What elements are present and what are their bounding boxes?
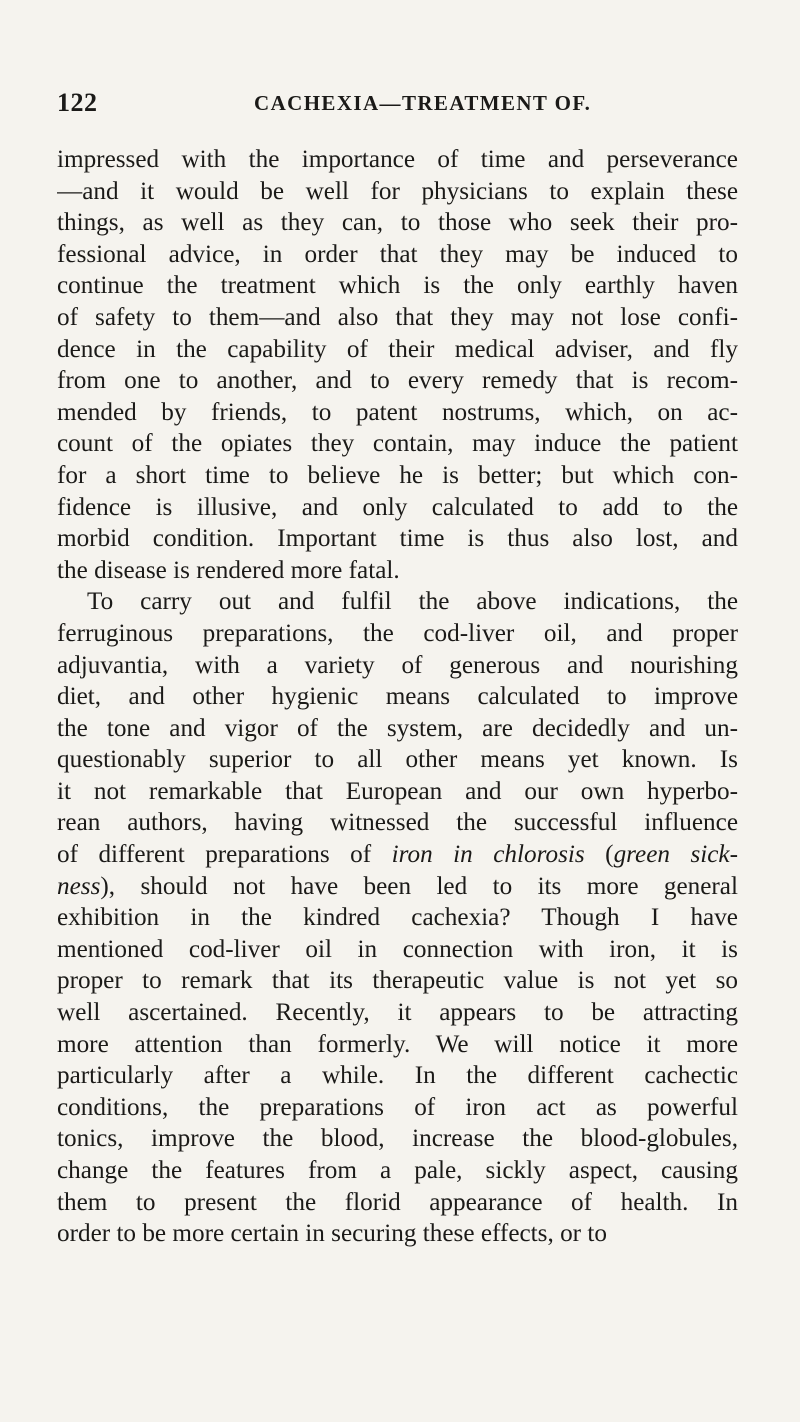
text-line: [57, 839, 738, 871]
text-line: mentioned cod-liver oil in connection with iron, it is: [57, 935, 738, 963]
text-line: conditions, the preparations of iron act as powerful: [57, 1093, 738, 1121]
running-head: CACHEXIA—TREATMENT OF.: [254, 91, 592, 115]
text-line: rean authors, having witnessed the successful influence: [57, 809, 738, 837]
text-line: dence in the capability of their medical adviser, and fly: [57, 335, 738, 363]
text-line: them to present the florid appearance of health. In: [57, 1188, 738, 1216]
text-line: adjuvantia, with a variety of generous and nourishing: [57, 651, 738, 679]
text-line: the disease is rendered more fatal.: [57, 556, 400, 584]
text-line: it not remarkable that European and our own hyperbo-: [57, 777, 738, 805]
text-line: impressed with the importance of time and perseverance: [57, 146, 738, 173]
text-line: fessional advice, in order that they may be induced to: [57, 240, 738, 268]
text-line: morbid condition. Important time is thus also lost, and: [57, 525, 738, 553]
text-line: ferruginous preparations, the cod-liver oil, and proper: [57, 619, 738, 647]
body-text: [57, 144, 738, 1250]
text-line: exhibition in the kindred cachexia? Though I have: [57, 904, 738, 932]
text-line: questionably superior to all other means yet known. Is: [57, 746, 738, 774]
text-line: continue the treatment which is the only earthly haven: [57, 272, 738, 300]
text-segment: of different preparations of: [57, 841, 392, 869]
text-line: from one to another, and to every remedy that is recom-: [57, 367, 738, 395]
text-line: the tone and vigor of the system, are decidedly and un-: [57, 714, 738, 742]
text-line: To carry out and fulfil the above indications, the: [87, 588, 738, 616]
text-line: [57, 871, 738, 903]
text-segment: ), should not have been led to its more general: [100, 872, 738, 900]
text-line: —and it would be well for physicians to explain these: [57, 177, 738, 205]
italic-text: iron in chlorosis: [391, 841, 585, 869]
text-line: mended by friends, to patent nostrums, which, on ac-: [57, 398, 738, 426]
text-line: tonics, improve the blood, increase the blood-globules,: [57, 1125, 738, 1153]
text-line: fidence is illusive, and only calculated to add to the: [57, 493, 738, 521]
text-line: more attention than formerly. We will notice it more: [57, 1030, 738, 1058]
text-line: change the features from a pale, sickly aspect, causing: [57, 1157, 738, 1184]
text-line: count of the opiates they contain, may induce the patient: [57, 430, 738, 458]
text-line: things, as well as they can, to those who seek their pro-: [57, 209, 738, 237]
italic-text: ness: [57, 872, 101, 900]
text-line: of safety to them—and also that they may not lose confi-: [57, 303, 738, 331]
text-line: diet, and other hygienic means calculated to improve: [57, 683, 738, 711]
text-line: for a short time to believe he is better; but which con-: [57, 461, 738, 489]
text-line: well ascertained. Recently, it appears to be attracting: [57, 999, 738, 1027]
text-line: particularly after a while. In the different cachectic: [57, 1062, 738, 1090]
italic-text: green sick-: [613, 841, 738, 869]
text-segment: (: [584, 841, 614, 869]
text-line: order to be more certain in securing these effects, or to: [57, 1220, 607, 1248]
text-line: proper to remark that its therapeutic value is not yet so: [57, 967, 738, 995]
page-header: [57, 88, 737, 118]
page-number: 122: [57, 88, 98, 117]
